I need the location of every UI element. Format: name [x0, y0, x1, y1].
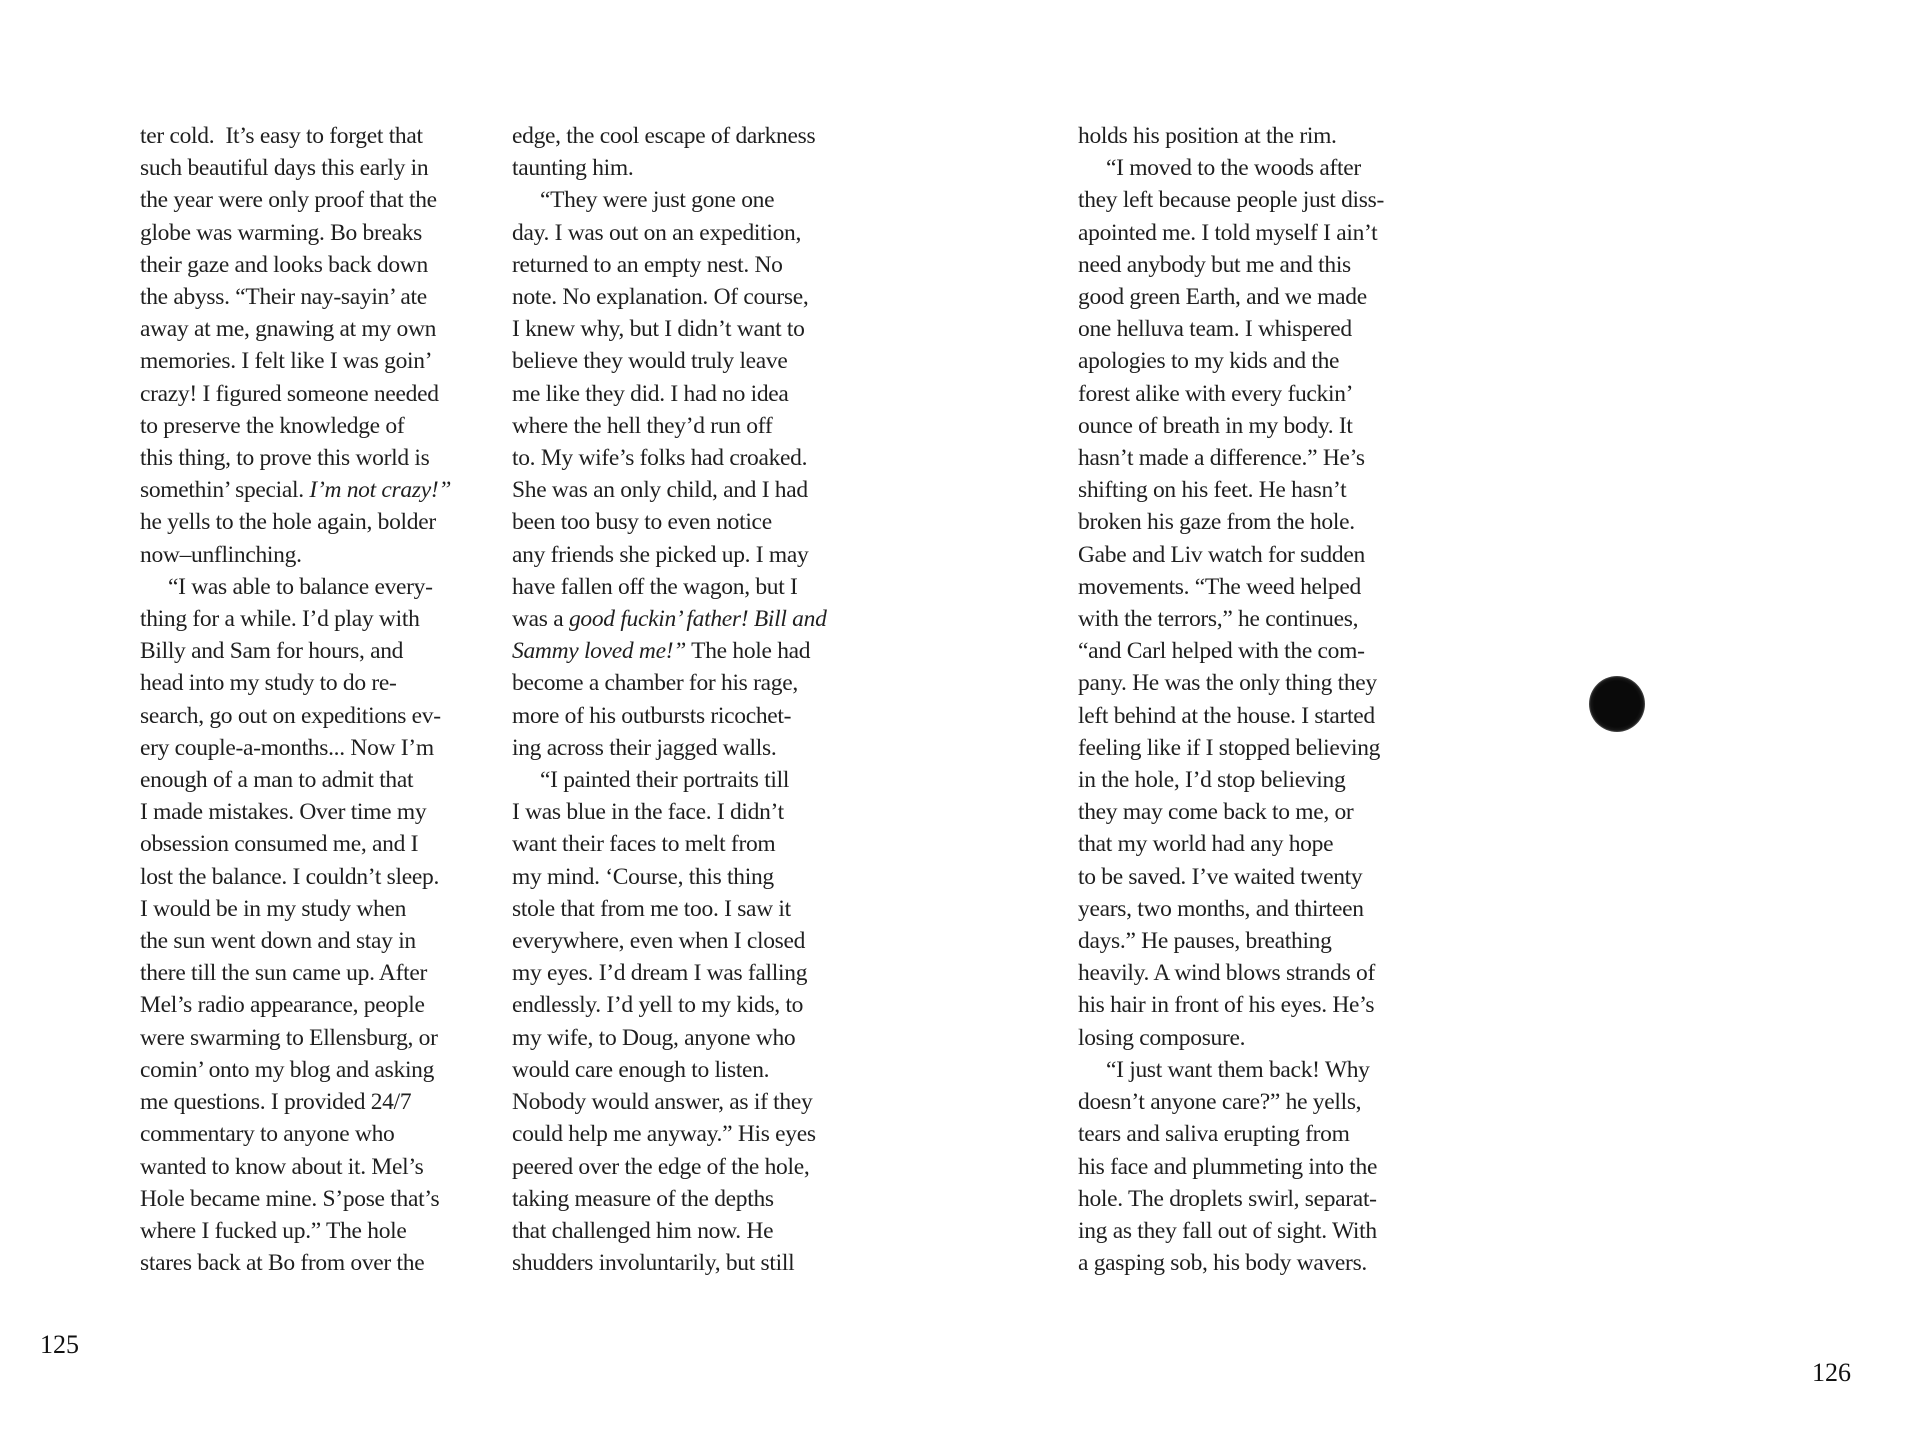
text-line: shudders involuntarily, but still [512, 1250, 795, 1277]
text-line: movements. “The weed helped [1078, 573, 1361, 600]
text-line: ing across their jagged walls. [512, 734, 777, 761]
text-line: wanted to know about it. Mel’s [140, 1153, 424, 1180]
text-line: “and Carl helped with the com- [1078, 638, 1365, 665]
text-line: have fallen off the wagon, but I [512, 573, 798, 600]
text-line: that challenged him now. He [512, 1217, 774, 1244]
text-line: days.” He pauses, breathing [1078, 928, 1332, 955]
text-line: heavily. A wind blows strands of [1078, 960, 1375, 987]
text-line: where I fucked up.” The hole [140, 1217, 407, 1244]
text-line: hasn’t made a difference.” He’s [1078, 445, 1365, 472]
text-line: I would be in my study when [140, 895, 407, 922]
text-line: they may come back to me, or [1078, 799, 1354, 826]
text-line: broken his gaze from the hole. [1078, 509, 1355, 536]
text-line: hole. The droplets swirl, separat- [1078, 1185, 1377, 1212]
text-line: obsession consumed me, and I [140, 831, 419, 858]
text-line: globe was warming. Bo breaks [140, 219, 423, 246]
text-line: doesn’t anyone care?” he yells, [1078, 1089, 1362, 1116]
text-line: peered over the edge of the hole, [512, 1153, 810, 1180]
text-line: their gaze and looks back down [140, 251, 428, 278]
text-line: his face and plummeting into the [1078, 1153, 1378, 1180]
text-line: to. My wife’s folks had croaked. [512, 445, 808, 472]
text-line: pany. He was the only thing they [1078, 670, 1377, 697]
text-line: with the terrors,” he continues, [1078, 606, 1359, 633]
text-line: become a chamber for his rage, [512, 670, 798, 697]
text-line: would care enough to listen. [512, 1056, 770, 1083]
text-line: ing as they fall out of sight. With [1078, 1217, 1377, 1244]
text-line: were swarming to Ellensburg, or [140, 1024, 438, 1051]
text-line: She was an only child, and I had [512, 477, 808, 504]
text-line: “They were just gone one [540, 187, 775, 214]
text-line: somethin’ special. I’m not crazy!” [140, 477, 452, 504]
text-line: shifting on his feet. He hasn’t [1078, 477, 1347, 504]
text-line: me like they did. I had no idea [512, 380, 789, 407]
text-line: Hole became mine. S’pose that’s [140, 1185, 440, 1212]
text-line: memories. I felt like I was goin’ [140, 348, 433, 375]
text-line: apointed me. I told myself I ain’t [1078, 219, 1378, 246]
text-line: years, two months, and thirteen [1078, 895, 1364, 922]
text-line: ter cold. It’s easy to forget that [140, 123, 423, 149]
text-line: I knew why, but I didn’t want to [512, 316, 805, 343]
text-line: “I just want them back! Why [1106, 1056, 1370, 1083]
text-line: “I moved to the woods after [1106, 155, 1361, 182]
text-line: endlessly. I’d yell to my kids, to [512, 992, 804, 1019]
text-line: stole that from me too. I saw it [512, 895, 791, 922]
ink-blot [1589, 676, 1645, 732]
text-line: to preserve the knowledge of [140, 412, 405, 439]
text-line: they left because people just diss- [1078, 187, 1385, 214]
text-line: the sun went down and stay in [140, 928, 416, 955]
text-line: search, go out on expeditions ev- [140, 702, 441, 729]
text-line: apologies to my kids and the [1078, 348, 1340, 375]
text-line: enough of a man to admit that [140, 767, 414, 794]
text-line: stares back at Bo from over the [140, 1250, 425, 1277]
text-line: I was blue in the face. I didn’t [512, 799, 784, 826]
page-number-left: 125 [40, 1330, 79, 1359]
text-line: his hair in front of his eyes. He’s [1078, 992, 1375, 1019]
text-line: crazy! I figured someone needed [140, 380, 439, 407]
text-line: ery couple-a-months... Now I’m [140, 734, 434, 761]
left-page-column-2 [512, 120, 827, 1279]
page-number-right: 126 [1812, 1358, 1851, 1387]
text-line: that my world had any hope [1078, 831, 1334, 858]
text-line: this thing, to prove this world is [140, 445, 430, 472]
text-line: such beautiful days this early in [140, 155, 429, 182]
text-line: head into my study to do re- [140, 670, 397, 697]
left-page-column-1 [140, 120, 451, 1279]
text-line: ounce of breath in my body. It [1078, 412, 1353, 439]
text-line: Gabe and Liv watch for sudden [1078, 541, 1365, 568]
text-line: one helluva team. I whispered [1078, 316, 1352, 343]
text-line: Nobody would answer, as if they [512, 1089, 813, 1116]
text-line: left behind at the house. I started [1078, 702, 1375, 729]
text-line: was a good fuckin’ father! Bill and [512, 606, 827, 633]
text-line: my mind. ‘Course, this thing [512, 863, 774, 890]
text-line: commentary to anyone who [140, 1121, 395, 1148]
text-line: want their faces to melt from [512, 831, 776, 858]
text-line: “I painted their portraits till [540, 767, 790, 794]
text-line: a gasping sob, his body wavers. [1078, 1250, 1367, 1277]
text-line: now–unflinching. [140, 541, 302, 568]
text-line: taunting him. [512, 155, 634, 182]
right-page-column-1 [1078, 120, 1384, 1279]
text-line: any friends she picked up. I may [512, 541, 809, 568]
text-line: thing for a while. I’d play with [140, 606, 420, 633]
text-line: Mel’s radio appearance, people [140, 992, 425, 1019]
text-line: need anybody but me and this [1078, 251, 1351, 278]
text-line: the abyss. “Their nay-sayin’ ate [140, 284, 427, 311]
text-line: could help me anyway.” His eyes [512, 1121, 816, 1148]
text-line: day. I was out on an expedition, [512, 219, 802, 246]
text-line: my wife, to Doug, anyone who [512, 1024, 796, 1051]
text-line: believe they would truly leave [512, 348, 788, 375]
text-line: edge, the cool escape of darkness [512, 123, 816, 149]
text-line: I made mistakes. Over time my [140, 799, 427, 826]
text-line: taking measure of the depths [512, 1185, 774, 1212]
text-line: in the hole, I’d stop believing [1078, 767, 1346, 794]
text-line: he yells to the hole again, bolder [140, 509, 436, 536]
text-line: to be saved. I’ve waited twenty [1078, 863, 1363, 890]
text-line: me questions. I provided 24/7 [140, 1089, 412, 1116]
text-line: losing composure. [1078, 1024, 1246, 1051]
text-line: my eyes. I’d dream I was falling [512, 960, 808, 987]
text-line: more of his outbursts ricochet- [512, 702, 792, 729]
text-line: tears and saliva erupting from [1078, 1121, 1350, 1148]
text-line: been too busy to even notice [512, 509, 772, 536]
text-line: where the hell they’d run off [512, 412, 773, 439]
text-line: feeling like if I stopped believing [1078, 734, 1381, 761]
text-line: away at me, gnawing at my own [140, 316, 437, 343]
text-line: returned to an empty nest. No [512, 251, 783, 278]
text-line: there till the sun came up. After [140, 960, 428, 987]
text-line: forest alike with every fuckin’ [1078, 380, 1354, 407]
text-line: note. No explanation. Of course, [512, 284, 809, 311]
text-line: good green Earth, and we made [1078, 284, 1367, 311]
text-line: Billy and Sam for hours, and [140, 638, 404, 665]
text-line: Sammy loved me!” The hole had [512, 638, 811, 665]
text-line: lost the balance. I couldn’t sleep. [140, 863, 440, 890]
text-line: holds his position at the rim. [1078, 123, 1337, 149]
text-line: “I was able to balance every- [168, 573, 433, 600]
text-line: comin’ onto my blog and asking [140, 1056, 435, 1083]
text-line: everywhere, even when I closed [512, 928, 806, 955]
text-line: the year were only proof that the [140, 187, 437, 214]
